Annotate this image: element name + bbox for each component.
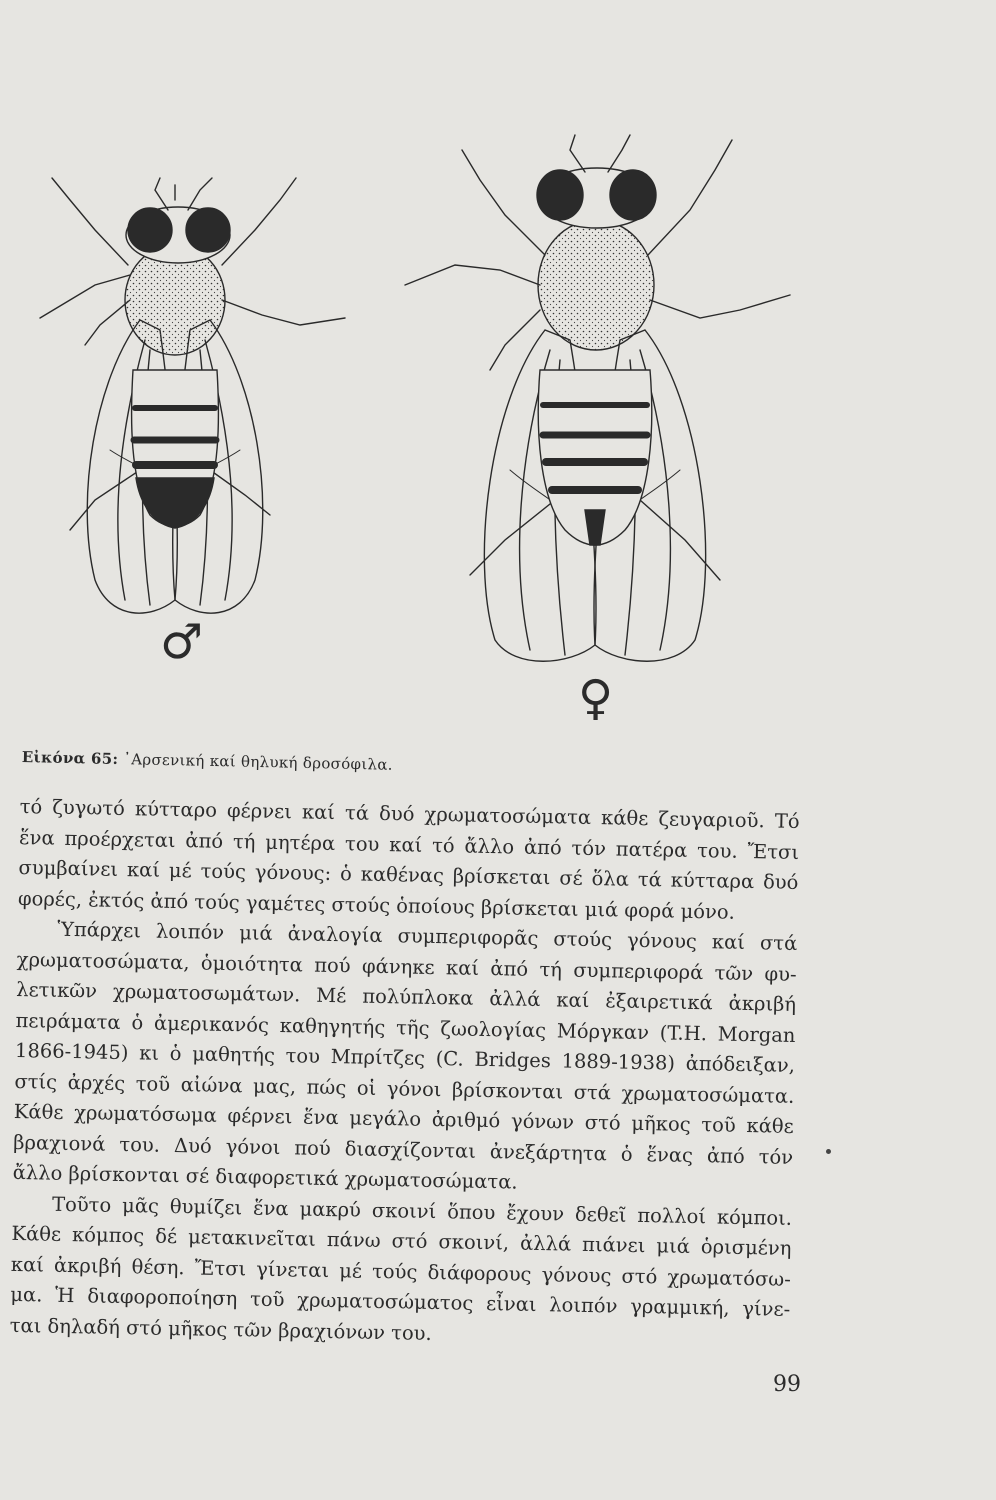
page-number: 99 (773, 1372, 801, 1397)
text-line: λετικῶν χρωματοσωμάτων. Μέ πολύπλοκα ἀλλά καί ἐξαιρετικά ἀκριβή (15, 977, 797, 1016)
text-line: Κάθε χρωματόσωμα φέρνει ἕνα μεγάλο ἀριθμό γόνων στό μῆκος τοῦ κάθε (13, 1099, 794, 1138)
text-line: βραχιονά του. Δυό γόνοι πού διασχίζονται ἀνεξάρτητα ὁ ἕνας ἀπό τόν (13, 1130, 794, 1169)
text-line: καί ἀκριβή θέση. Ἔτσι γίνεται μέ τούς διάφορους γόνους στό χρωματόσω- (10, 1252, 792, 1291)
text-line: Ὑπάρχει λοιπόν μιά ἀναλογία συμπεριφορᾶς στούς γόνους καί στά (57, 917, 798, 955)
paragraph-2 (12, 914, 797, 1203)
paragraph-3 (9, 1188, 792, 1355)
text-line: Τοῦτο μᾶς θυμίζει ἕνα μακρύ σκοινί ὅπου ἔχουν δεθεῖ πολλοί κόμποι. (51, 1192, 793, 1230)
text-line: στίς ἀρχές τοῦ αἰώνα μας, πώς οἱ γόνοι βρίσκονται στά χρωματοσώματα. (14, 1069, 795, 1108)
female-symbol: ♀ (578, 670, 614, 726)
text-line: ται δηλαδή στό μῆκος τῶν βραχιόνων του. (9, 1313, 432, 1345)
text-line: συμβαίνει καί μέ τούς γόνους: ὁ καθένας βρίσκεται σέ ὅλα τά κύτταρα δυό (18, 855, 799, 894)
text-line: Κάθε κόμπος δέ μετακινεῖται πάνω στό σκοινί, ἀλλά πιάνει μιά ὁρισμένη (11, 1221, 792, 1260)
text-line: μα. Ἡ διαφοροποίηση τοῦ χρωματοσώματος εἶναι λοιπόν γραμμική, γίνε- (10, 1282, 791, 1321)
body-text (9, 792, 799, 1356)
male-fly-illustration (40, 178, 345, 613)
margin-dot (826, 1149, 831, 1154)
text-line: χρωματοσώματα, ὁμοιότητα πού φάνηκε καί ἀπό τή συμπεριφορά τῶν φυ- (16, 947, 797, 986)
paragraph-1 (18, 792, 800, 929)
text-line: πειράματα ὁ ἀμερικανός καθηγητής τῆς ζωολογίας Μόργκαν (T.H. Morgan (15, 1008, 796, 1047)
text-line: ἄλλο βρίσκονται σέ διαφορετικά χρωματοσώματα. (12, 1160, 518, 1194)
text-line: τό ζυγωτό κύτταρο φέρνει καί τά δυό χρωματοσώματα κάθε ζευγαριοῦ. Τό (19, 794, 800, 833)
female-fly-illustration (405, 135, 790, 661)
caption-label: Εἰκόνα 65: (21, 748, 119, 769)
caption-text: ᾿Αρσενική καί θηλυκή δροσόφιλα. (123, 750, 393, 774)
text-line: 1866-1945) κι ὁ μαθητής του Μπρίτζες (C. Bridges 1889-1938) ἀπόδειξαν, (14, 1038, 796, 1077)
male-symbol: ♂ (160, 614, 204, 670)
text-line: ἕνα προέρχεται ἀπό τή μητέρα του καί τό ἄλλο ἀπό τόν πατέρα του. Ἔτσι (18, 825, 800, 864)
text-line: φορές, ἐκτός ἀπό τούς γαμέτες στούς ὁποίους βρίσκεται μιά φορά μόνο. (17, 886, 736, 924)
